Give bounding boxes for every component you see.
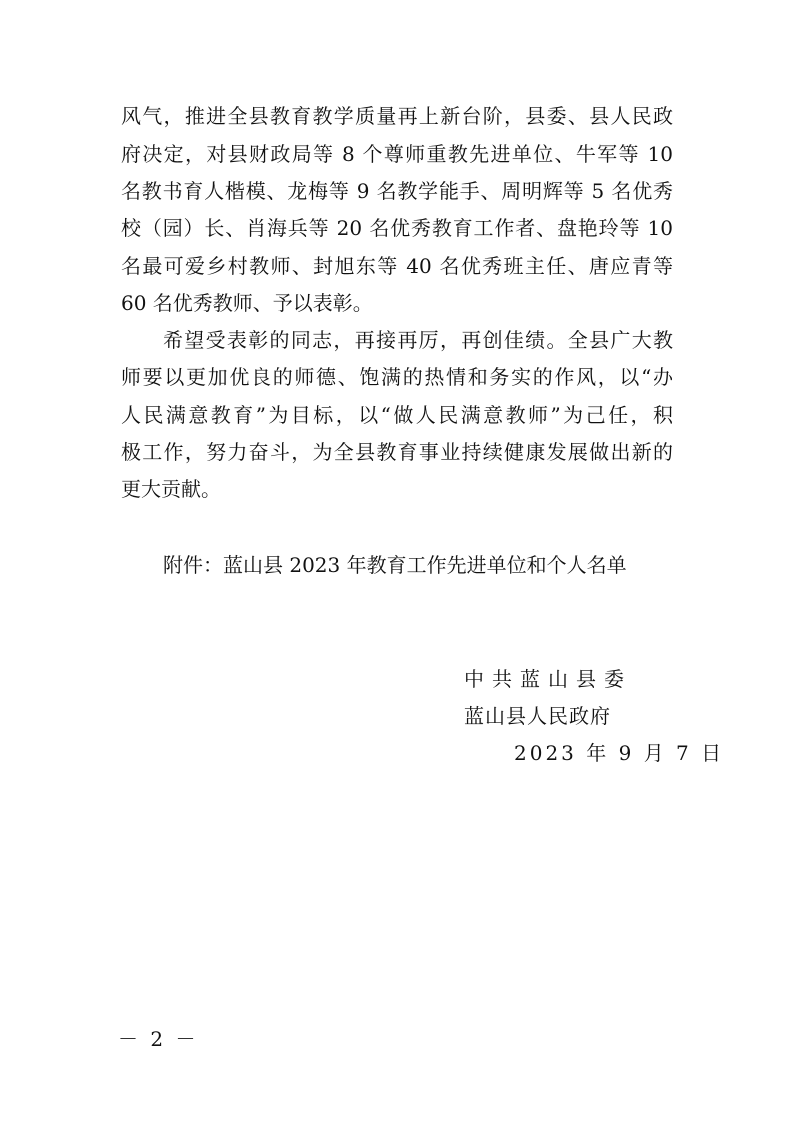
paragraph-line: 人民满意教育”为目标，以“做人民满意教师”为己任，积 <box>121 403 673 427</box>
signature-date: 2023 年 9 月 7 日 <box>514 741 725 765</box>
paragraph-line: 名教书育人楷模、龙梅等 9 名教学能手、周明辉等 5 名优秀 <box>121 179 673 203</box>
paragraph-line: 60 名优秀教师、予以表彰。 <box>121 291 373 315</box>
paragraph-line: 风气，推进全县教育教学质量再上新台阶，县委、县人民政 <box>121 104 673 128</box>
attachment-note: 附件：蓝山县 2023 年教育工作先进单位和个人名单 <box>163 553 627 577</box>
paragraph-line: 希望受表彰的同志，再接再厉，再创佳绩。全县广大教 <box>163 328 673 352</box>
paragraph-line: 校（园）长、肖海兵等 20 名优秀教育工作者、盘艳玲等 10 <box>121 216 673 240</box>
paragraph-line: 府决定，对县财政局等 8 个尊师重教先进单位、牛军等 10 <box>121 142 673 166</box>
signature-party-committee: 中共蓝山县委 <box>464 667 632 691</box>
page-number: － 2 － <box>118 1027 199 1051</box>
paragraph-line: 名最可爱乡村教师、封旭东等 40 名优秀班主任、唐应青等 <box>121 254 673 278</box>
paragraph-line: 师要以更加优良的师德、饱满的热情和务实的作风，以“办 <box>121 365 673 389</box>
paragraph-line: 极工作，努力奋斗，为全县教育事业持续健康发展做出新的 <box>121 440 673 464</box>
paragraph-line: 更大贡献。 <box>121 477 221 501</box>
signature-government: 蓝山县人民政府 <box>464 704 611 728</box>
